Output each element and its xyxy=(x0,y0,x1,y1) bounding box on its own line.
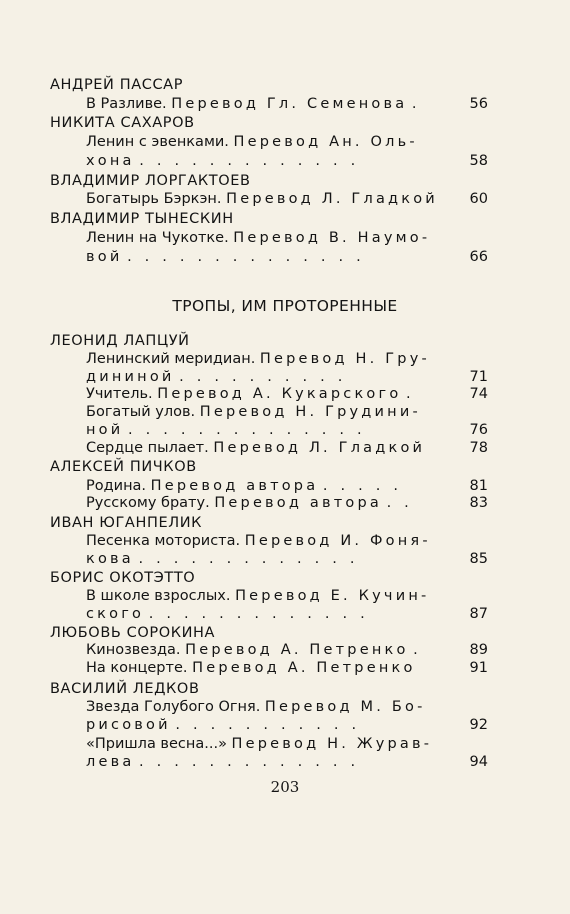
page-ref: 74 xyxy=(469,386,488,402)
author-heading: НИКИТА САХАРОВ xyxy=(50,115,195,131)
section-title: ТРОПЫ, ИМ ПРОТОРЕННЫЕ xyxy=(172,297,398,315)
translator: Перевод Н. Грудини- xyxy=(199,404,421,420)
poem-title: Родина. xyxy=(86,478,147,494)
poem-title: Ленин на Чукотке. xyxy=(86,230,229,246)
toc-entry xyxy=(86,641,422,659)
toc-entry-continuation xyxy=(86,421,366,439)
toc-entry xyxy=(86,532,431,550)
poem-title: Сердце пылает. xyxy=(86,440,209,456)
author-heading: ЛЕОНИД ЛАПЦУЙ xyxy=(50,333,190,349)
translator: Перевод Л. Гладкой xyxy=(213,440,426,456)
page-ref: 78 xyxy=(469,440,488,456)
poem-title: В Разливе. xyxy=(86,96,167,112)
toc-entry-continuation xyxy=(86,368,347,386)
page-ref: 56 xyxy=(469,96,488,112)
author-heading: ВЛАДИМИР ТЫНЕСКИН xyxy=(50,211,234,227)
page-ref: 87 xyxy=(469,606,488,622)
page-ref: 91 xyxy=(469,660,488,676)
translator: Перевод автора xyxy=(214,495,382,511)
poem-title: Звезда Голубого Огня. xyxy=(86,699,261,715)
page-ref: 83 xyxy=(469,495,488,511)
leader-dots: . . . . . . . . . . . xyxy=(175,717,361,733)
leader-dots: . . . . . . . . . . . . . xyxy=(148,606,369,622)
page-ref: 71 xyxy=(469,369,488,385)
page-ref: 89 xyxy=(469,642,488,658)
poem-title: Кинозвезда. xyxy=(86,642,181,658)
leader-dots: . xyxy=(411,96,421,112)
page-ref: 81 xyxy=(469,478,488,494)
leader-dots: . . . . . xyxy=(322,478,403,494)
author-heading: ВАСИЛИЙ ЛЕДКОВ xyxy=(50,681,200,697)
author-heading: АЛЕКСЕЙ ПИЧКОВ xyxy=(50,459,197,475)
leader-dots: . xyxy=(413,642,422,658)
poem-title: Ленин с эвенками. xyxy=(86,134,229,150)
translator: Перевод И. Фоня- xyxy=(244,533,431,549)
toc-entry-continuation xyxy=(86,605,369,623)
translator: Перевод Гл. Семенова xyxy=(171,96,408,112)
page-ref: 85 xyxy=(469,551,488,567)
leader-dots: . . . . . . . . . . . . . xyxy=(139,754,360,770)
poem-title: «Пришла весна...» xyxy=(86,736,227,752)
toc-entry xyxy=(86,587,429,605)
page-ref: 60 xyxy=(469,191,488,207)
leader-dots: . xyxy=(406,386,415,402)
toc-entry-continuation xyxy=(86,753,359,771)
page-ref: 92 xyxy=(469,717,488,733)
poem-title: Учитель. xyxy=(86,386,153,402)
author-heading: ИВАН ЮГАНПЕЛИК xyxy=(50,515,203,531)
poem-title: Песенка моториста. xyxy=(86,533,241,549)
toc-entry-continuation xyxy=(86,716,360,734)
poem-title: Богатый улов. xyxy=(86,404,196,420)
translator-cont: лева xyxy=(86,754,135,770)
toc-entry xyxy=(86,698,426,716)
translator-cont: рисовой xyxy=(86,717,171,733)
page-ref: 94 xyxy=(469,754,488,770)
translator-cont: ной xyxy=(86,422,124,438)
translator: Перевод В. Наумо- xyxy=(233,230,431,246)
translator: Перевод М. Бо- xyxy=(264,699,426,715)
translator: Перевод А. Петренко xyxy=(192,660,416,676)
translator-cont: вой xyxy=(86,249,123,265)
poem-title: Русскому брату. xyxy=(86,495,210,511)
translator: Перевод Н. Гру- xyxy=(259,351,430,367)
page-number: 203 xyxy=(270,778,300,796)
translator: Перевод Н. Журав- xyxy=(231,736,433,752)
translator-cont: дининой xyxy=(86,369,175,385)
toc-entry xyxy=(86,385,415,403)
toc-entry xyxy=(86,190,438,208)
translator: Перевод А. Петренко xyxy=(185,642,409,658)
toc-entry xyxy=(86,350,430,368)
poem-title: В школе взрослых. xyxy=(86,588,231,604)
translator: Перевод Л. Гладкой xyxy=(226,191,438,207)
translator-cont: ского xyxy=(86,606,145,622)
toc-entry-continuation xyxy=(86,248,365,266)
leader-dots: . . . . . . . . . . . . . xyxy=(139,153,360,169)
page-ref: 76 xyxy=(469,422,488,438)
toc-entry xyxy=(86,133,418,151)
translator-cont: кова xyxy=(86,551,134,567)
leader-dots: . . . . . . . . . . xyxy=(179,369,347,385)
translator: Перевод А. Кукарского xyxy=(157,386,402,402)
toc-entry xyxy=(86,95,421,113)
toc-entry xyxy=(86,659,416,677)
page-ref: 58 xyxy=(469,153,488,169)
leader-dots: . . . . . . . . . . . . . . xyxy=(127,249,365,265)
author-heading: АНДРЕЙ ПАССАР xyxy=(50,77,184,93)
page-ref: 66 xyxy=(469,249,488,265)
translator: Перевод Е. Кучин- xyxy=(235,588,430,604)
toc-entry xyxy=(86,477,402,495)
poem-title: На концерте. xyxy=(86,660,188,676)
author-heading: ВЛАДИМИР ЛОРГАКТОЕВ xyxy=(50,173,251,189)
leader-dots: . . . . . . . . . . . . . xyxy=(138,551,359,567)
leader-dots: . . xyxy=(386,495,413,511)
translator: Перевод Ан. Оль- xyxy=(233,134,418,150)
toc-entry xyxy=(86,494,413,512)
translator: Перевод автора xyxy=(150,478,319,494)
toc-entry-continuation xyxy=(86,550,359,568)
leader-dots: . . . . . . . . . . . . . . xyxy=(128,422,366,438)
toc-entry xyxy=(86,229,430,247)
toc-entry xyxy=(86,403,421,421)
toc-entry xyxy=(86,735,432,753)
poem-title: Ленинский меридиан. xyxy=(86,351,256,367)
author-heading: БОРИС ОКОТЭТТО xyxy=(50,570,196,586)
translator-cont: хона xyxy=(86,153,135,169)
author-heading: ЛЮБОВЬ СОРОКИНА xyxy=(50,625,216,641)
toc-entry xyxy=(86,439,425,457)
toc-entry-continuation xyxy=(86,152,359,170)
poem-title: Богатырь Бэркэн. xyxy=(86,191,222,207)
